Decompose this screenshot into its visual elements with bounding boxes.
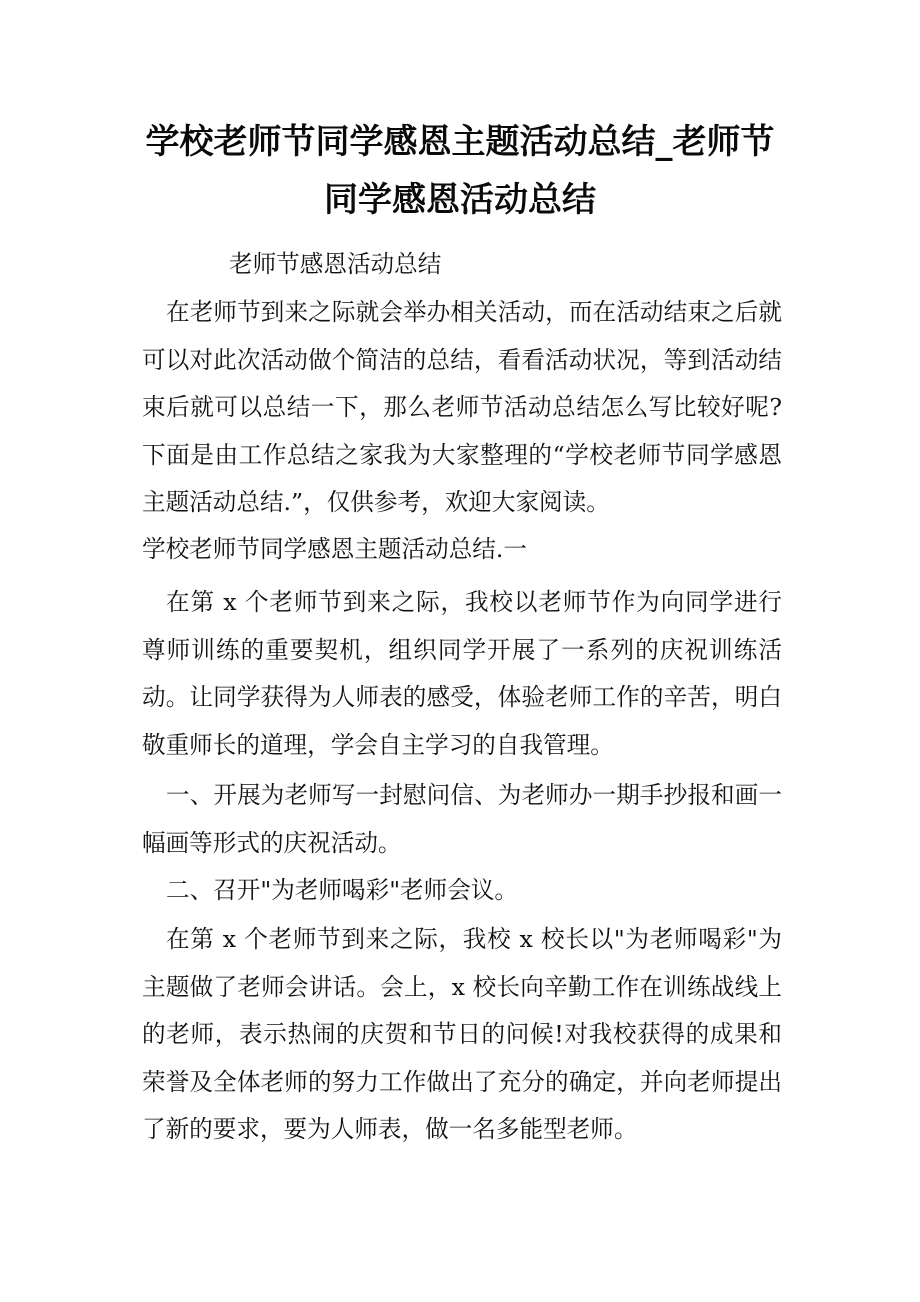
body-paragraph-2: 在第 x 个老师节到来之际，我校 x 校长以"为老师喝彩"为主题做了老师会讲话。会上，x 校长向辛勤工作在训练战线上的老师，表示热闹的庆贺和节日的问候!对我校获得的成果和荣誉及全体老师的努力工作做出了充分的确定，并向老师提出了新的要求，要为人师表，做一名多能型老师。 — [142, 925, 782, 1143]
section-heading: 学校老师节同学感恩主题活动总结.一 — [142, 535, 527, 563]
document-title-line-2: 同学感恩活动总结 — [324, 180, 596, 220]
document-subtitle: 老师节感恩活动总结 — [229, 250, 442, 278]
body-paragraph-1: 在第 x 个老师节到来之际，我校以老师节作为向同学进行尊师训练的重要契机，组织同学开展了一系列的庆祝训练活动。让同学获得为人师表的感受，体验老师工作的辛苦，明白敬重师长的道理，学会自主学习的自我管理。 — [142, 588, 782, 759]
list-item-1: 一、开展为老师写一封慰问信、为老师办一期手抄报和画一幅画等形式的庆祝活动。 — [142, 781, 782, 857]
intro-paragraph: 在老师节到来之际就会举办相关活动，而在活动结束之后就可以对此次活动做个简洁的总结，看看活动状况，等到活动结束后就可以总结一下，那么老师节活动总结怎么写比较好呢?下面是由工作总结之家我为大家整理的“学校老师节同学感恩主题活动总结.”，仅供参考，欢迎大家阅读。 — [142, 298, 782, 516]
document-title-line-1: 学校老师节同学感恩主题活动总结_老师节 — [145, 122, 775, 162]
list-item-2: 二、召开"为老师喝彩"老师会议。 — [166, 876, 519, 904]
